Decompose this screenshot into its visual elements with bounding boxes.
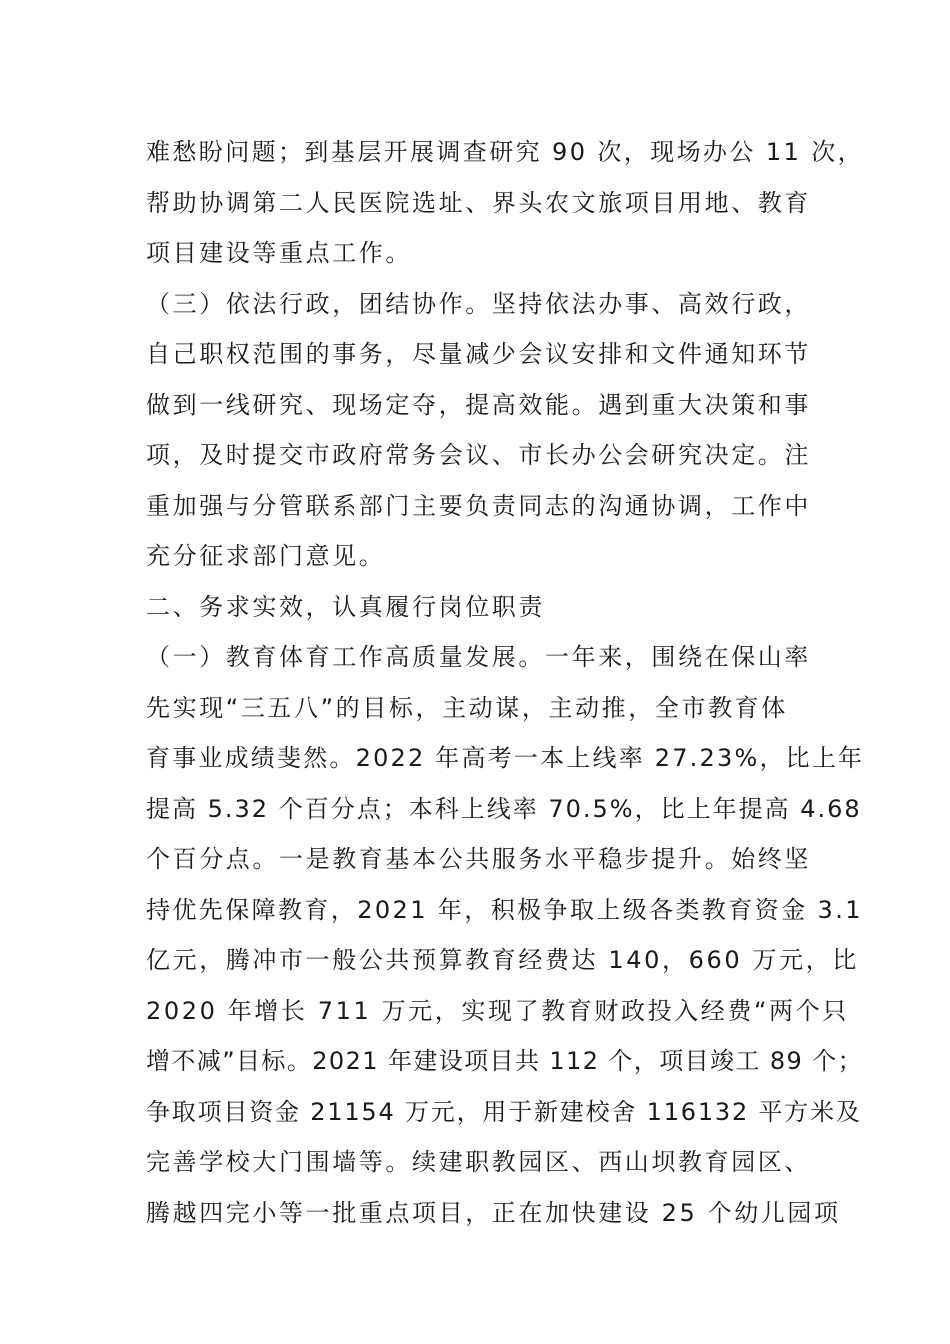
text-line: 重加强与分管联系部门主要负责同志的沟通协调，工作中 — [146, 491, 811, 520]
text-line: 增不减”目标。2021 年建设项目共 112 个，项目竣工 89 个； — [146, 1047, 864, 1075]
section-heading-2: 二、务求实效，认真履行岗位职责 — [146, 592, 545, 621]
section-heading-3: （三）依法行政，团结协作。坚持依法办事、高效行政， — [146, 289, 811, 318]
text-line: 争取项目资金 21154 万元，用于新建校舍 116132 平方米及 — [146, 1097, 862, 1126]
text-line: 做到一线研究、现场定夺，提高效能。遇到重大决策和事 — [146, 390, 811, 419]
text-line: 育事业成绩斐然。2022 年高考一本上线率 27.23%，比上年 — [146, 744, 865, 772]
text-line: 提高 5.32 个百分点；本科上线率 70.5%，比上年提高 4.68 — [146, 794, 862, 823]
text-line: 项，及时提交市政府常务会议、市长办公会研究决定。注 — [146, 441, 811, 469]
text-line: 亿元，腾冲市一般公共预算教育经费达 140，660 万元，比 — [146, 946, 859, 974]
text-line: 自己职权范围的事务，尽量减少会议安排和文件通知环节 — [146, 340, 811, 368]
text-line: 充分征求部门意见。 — [146, 542, 386, 570]
text-line: 项目建设等重点工作。 — [146, 239, 412, 267]
text-line: 难愁盼问题；到基层开展调查研究 90 次，现场办公 11 次， — [146, 138, 864, 166]
document-body — [146, 127, 865, 1238]
text-line: 个百分点。一是教育基本公共服务水平稳步提升。始终坚 — [146, 845, 811, 873]
section-heading-1: （一）教育体育工作高质量发展。一年来，围绕在保山率 — [146, 643, 811, 671]
text-line: 持优先保障教育，2021 年，积极争取上级各类教育资金 3.1 — [146, 895, 863, 924]
text-line: 完善学校大门围墙等。续建职教园区、西山坝教育园区、 — [146, 1148, 811, 1176]
text-line: 帮助协调第二人民医院选址、界头农文旅项目用地、教育 — [146, 188, 811, 217]
text-line: 腾越四完小等一批重点项目，正在加快建设 25 个幼儿园项 — [146, 1198, 841, 1227]
text-line: 先实现“三五八”的目标，主动谋，主动推，全市教育体 — [146, 693, 788, 722]
text-line: 2020 年增长 711 万元，实现了教育财政投入经费“两个只 — [146, 996, 849, 1025]
